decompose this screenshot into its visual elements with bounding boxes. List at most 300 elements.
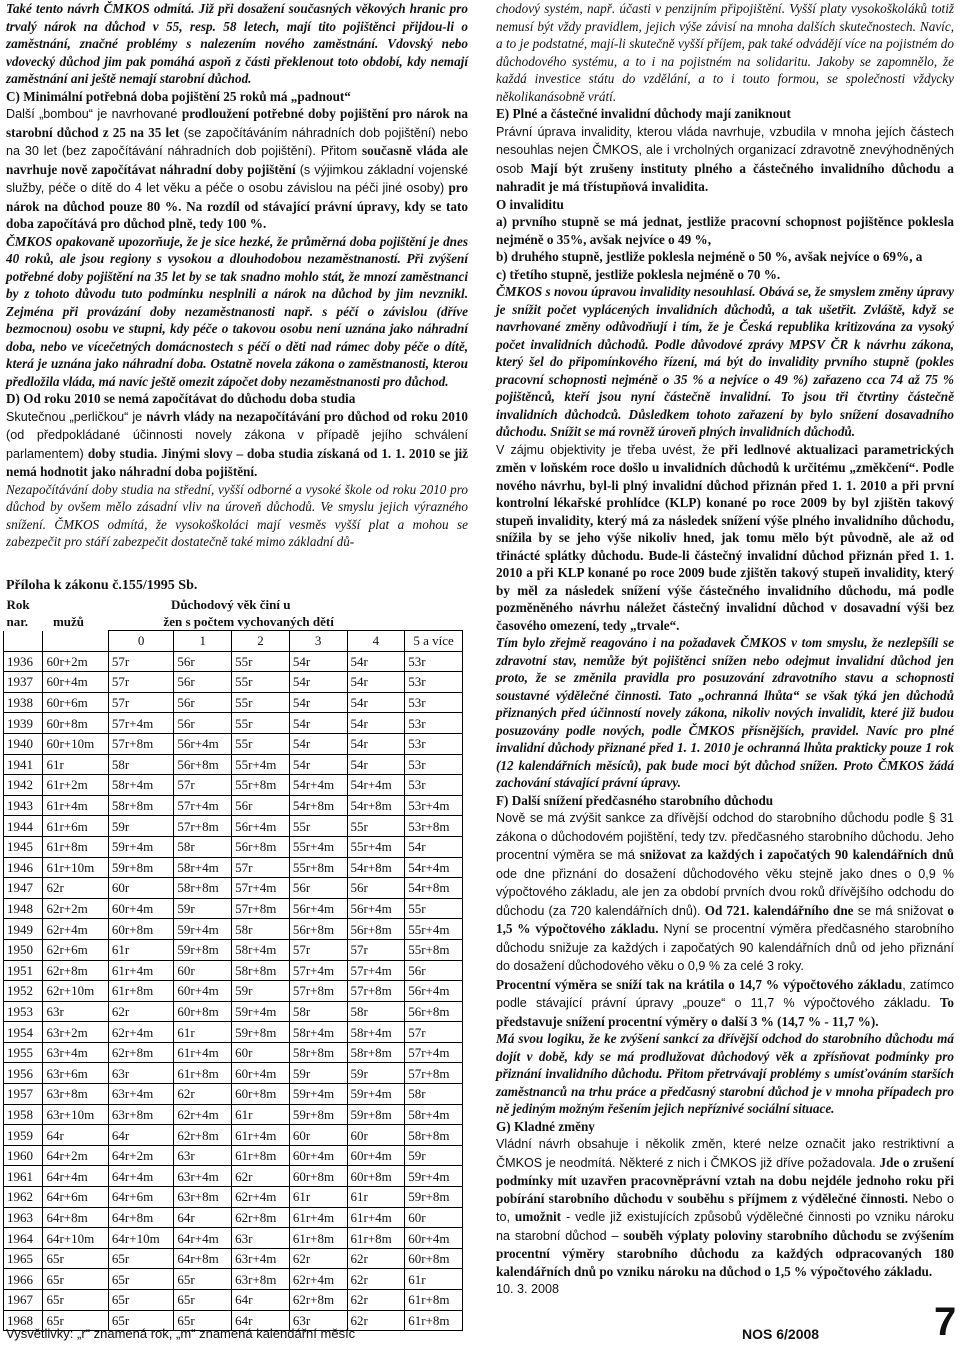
age-cell: 55r+8m: [232, 775, 290, 796]
age-cell: 59r+8m: [405, 1187, 463, 1208]
table-row: [4, 857, 463, 878]
age-cell: 61r+8m: [174, 1063, 232, 1084]
age-cell: 55r: [347, 816, 405, 837]
cmkos-invalidity-paragraph: ČMKOS s novou úpravou invalidity nesouhlasí. Obává se, že smyslem změny úpravy je snížit počet vyplácených invalidních důchodů, a tak ušetřit. Zvláště, když se navrhované změny odůvodňují i tím, že je Česká republika kritizována za vysoký počet invalidních důchodů. Podle důvodové zprávy MPSV ČR k návrhu zákona, který šel do připomínkového řízení, má být do invalidity prvního stupně (pokles pracovní schopnosti nejméně o 35 % a nejvíce o 49 %) zařazeno cca 74 až 75 % pojištěnců, kteří jsou nyní částečně invalidní. To jsou tři čtvrtiny částečně invalidních důchodců. Důsledkem tohoto zařazení by bylo snížení dosavadního důchodu. Snížit se má rovněž úroveň plných invalidních důchodů.: [496, 284, 954, 439]
age-cell: 59r+4m: [289, 1084, 347, 1105]
age-cell: 57r: [347, 939, 405, 960]
age-cell: 59r+8m: [108, 857, 173, 878]
age-cell: 56r+4m: [347, 898, 405, 919]
table-row: [4, 692, 463, 713]
section-d-heading: D) Od roku 2010 se nemá započítávat do důchodu doba studia: [6, 391, 356, 406]
age-cell: 57r+4m: [108, 713, 173, 734]
age-cell: 61r+8m: [289, 1228, 347, 1249]
age-cell: 57r+4m: [289, 960, 347, 981]
age-cell: 62r+8m: [174, 1125, 232, 1146]
age-cell: 61r+6m: [43, 816, 108, 837]
age-cell: 61r+8m: [405, 1290, 463, 1311]
birth-year-cell: 1954: [4, 1022, 43, 1043]
age-cell: 57r: [108, 672, 173, 693]
table-row: [4, 939, 463, 960]
table-row: [4, 775, 463, 796]
age-cell: 58r+8m: [289, 1042, 347, 1063]
age-cell: 63r+8m: [108, 1104, 173, 1125]
age-cell: 60r+8m: [405, 1248, 463, 1269]
age-cell: 53r+4m: [405, 795, 463, 816]
age-cell: 55r: [232, 651, 290, 672]
age-cell: 54r+8m: [405, 878, 463, 899]
table-row: [4, 1269, 463, 1290]
age-cell: 65r: [43, 1269, 108, 1290]
age-cell: 62r: [174, 1084, 232, 1105]
age-cell: 56r: [174, 651, 232, 672]
header-men: mužů: [52, 614, 84, 630]
age-cell: 58r+4m: [174, 857, 232, 878]
age-cell: 61r: [289, 1187, 347, 1208]
birth-year-cell: 1961: [4, 1166, 43, 1187]
birth-year-cell: 1959: [4, 1125, 43, 1146]
age-cell: 59r: [347, 1063, 405, 1084]
age-cell: 56r: [347, 878, 405, 899]
age-cell: 54r+4m: [289, 775, 347, 796]
age-cell: 62r: [347, 1290, 405, 1311]
age-cell: 57r+8m: [405, 1063, 463, 1084]
right-column: [496, 0, 954, 1299]
age-cell: 60r: [289, 1125, 347, 1146]
age-cell: 58r+8m: [405, 1125, 463, 1146]
birth-year-cell: 1956: [4, 1063, 43, 1084]
age-cell: 60r+4m: [108, 898, 173, 919]
age-cell: 56r+8m: [405, 1001, 463, 1022]
retirement-age-table: [3, 596, 463, 1331]
age-cell: 59r+8m: [289, 1104, 347, 1125]
age-cell: 65r: [174, 1269, 232, 1290]
age-cell: 54r: [289, 672, 347, 693]
age-cell: 65r: [174, 1310, 232, 1331]
age-cell: 63r+2m: [43, 1022, 108, 1043]
age-cell: 55r+8m: [289, 857, 347, 878]
age-cell: 61r+4m: [232, 1125, 290, 1146]
age-cell: 60r+10m: [43, 733, 108, 754]
section-e-heading: E) Plné a částečné invalidní důchody mají zaniknout: [496, 106, 791, 121]
age-cell: 60r+4m: [43, 672, 108, 693]
age-cell: 65r: [43, 1310, 108, 1331]
age-cell: 59r: [174, 898, 232, 919]
table-row: [4, 1145, 463, 1166]
age-cell: 58r+4m: [232, 939, 290, 960]
age-cell: 58r+4m: [108, 775, 173, 796]
table-row: [4, 1207, 463, 1228]
age-cell: 55r: [232, 713, 290, 734]
age-cell: 58r: [289, 1001, 347, 1022]
annex-title: Příloha k zákonu č.155/1995 Sb.: [6, 578, 198, 593]
age-cell: 55r: [232, 672, 290, 693]
age-cell: 63r+8m: [43, 1084, 108, 1105]
table-footnote: Vysvětlivky: „r“ znamená rok, „m“ znamená kalendářní měsíc: [6, 1326, 356, 1341]
age-cell: 60r: [405, 1207, 463, 1228]
age-cell: 55r+4m: [289, 836, 347, 857]
age-cell: 55r: [405, 898, 463, 919]
age-cell: 61r: [174, 1022, 232, 1043]
age-cell: 64r+8m: [108, 1207, 173, 1228]
age-cell: 63r+4m: [174, 1166, 232, 1187]
header-children-count: 3: [289, 631, 347, 652]
age-cell: 61r: [232, 1104, 290, 1125]
age-cell: 54r+4m: [405, 857, 463, 878]
birth-year-cell: 1963: [4, 1207, 43, 1228]
age-cell: 65r: [43, 1248, 108, 1269]
age-cell: 56r: [289, 878, 347, 899]
section-c-paragraph: Další „bombou“ je navrhované prodloužení potřebné doby pojištění pro nárok na starobní důchod z 25 na 35 let (se započítáváním náhradních dob pojištění) nebo na 30 let (bez započítávání náhradních dob pojištění). Přitom současně vláda ale navrhuje nově započítávat náhradní doby pojištění (s výjimkou základní vojenské služby, péče o dítě do 4 let věku a péče o osobu závislou na péči jiné osoby) pro nárok na důchod pouze 80 %. Na rozdíl od stávající právní úpravy, kdy se tato doba započítává pro důchod plně, tedy 100 %.: [6, 106, 468, 231]
cmkos-warning-paragraph: ČMKOS opakovaně upozorňuje, že je sice hezké, že průměrná doba pojištění je dnes 40 roků, ale jsou regiony s vysokou a dlouhodobou nezaměstnaností. Při zvýšení potřebné doby pojištění na 35 let by se tak snadno mohlo stát, že mnozí zaměstnanci by z tohoto důvodu tuto podmínku nesplnili a nárok na důchod by jim nevznikl. Zejména při provázání doby nezaměstnanosti např. s péčí o závislou (dříve bezmocnou) osobu ve stupni, kdy péče o takovou osobu není uznána jako náhradní doba, nebo ve vícečetných domácnostech s péčí o děti nad rámec doby péče o dítě, která je uznána jako náhradní doba. Ostatně novela zákona o zaměstnanosti, kterou předložila vláda, má navíc ještě omezit zápočet doby nezaměstnanosti pro důchod.: [6, 233, 468, 389]
age-cell: 61r+4m: [289, 1207, 347, 1228]
table-row: [4, 1022, 463, 1043]
age-cell: 64r: [43, 1125, 108, 1146]
age-cell: 64r+10m: [43, 1228, 108, 1249]
age-cell: 53r: [405, 733, 463, 754]
age-cell: 56r+8m: [174, 754, 232, 775]
age-cell: 63r+4m: [232, 1248, 290, 1269]
age-cell: 61r+8m: [43, 836, 108, 857]
invalidity-heading: O invaliditu: [496, 196, 564, 212]
age-cell: 60r+4m: [174, 981, 232, 1002]
birth-year-cell: 1960: [4, 1145, 43, 1166]
table-row: [4, 672, 463, 693]
left-column: [6, 0, 468, 551]
protection-period-paragraph: Tím bylo zřejmě reagováno i na požadavek ČMKOS v tom smyslu, že nezlepšíli se zdravotní stav, nemůže být pojištěnci snížen nebo odejmut invalidní důchod jen proto, že se změnila pravidla pro posuzování zdravotního stavu a schopnosti soustavné výdělečné činnosti. Tato „ochranná lhůta“ se však týká jen důchodů přiznaných před účinností novely zákona, nikoliv nových invalidit, které již budou posuzovány podle nových, podle ČMKOS přísnějších, pravidel. Navíc pro plné invalidní důchody přiznané před 1. 1. 2010 je ochranná lhůta prakticky pouze 1 rok (12 kalendářních měsíců), pak bude moci být důchod snížen. Proto ČMKOS žádá zachování stávající právní úpravy.: [496, 635, 954, 790]
age-cell: 58r+8m: [347, 1042, 405, 1063]
table-row: [4, 1166, 463, 1187]
issue-label: NOS 6/2008: [742, 1326, 820, 1342]
age-cell: 54r: [347, 733, 405, 754]
table-row: [4, 878, 463, 899]
age-cell: 56r+8m: [347, 919, 405, 940]
age-cell: 63r+4m: [108, 1084, 173, 1105]
age-cell: 62r: [108, 1001, 173, 1022]
section-d-paragraph: Skutečnou „perličkou“ je návrh vlády na nezapočítávání pro důchod od roku 2010 (od předpokládané účinnosti novely zákona v případě jejího schválení parlamentem) doby studia. Jinými slovy – doba studia získaná od 1. 1. 2010 se již nemá hodnotit jako náhradní doba pojištění.: [6, 408, 468, 479]
age-cell: 55r: [289, 816, 347, 837]
birth-year-cell: 1955: [4, 1042, 43, 1063]
age-cell: 57r: [232, 857, 290, 878]
age-cell: 57r+4m: [174, 795, 232, 816]
table-row: [4, 795, 463, 816]
age-cell: 54r: [289, 651, 347, 672]
age-cell: 63r+4m: [43, 1042, 108, 1063]
table-header-row: [4, 596, 463, 613]
header-year: Rok: [6, 597, 30, 612]
age-cell: 59r+4m: [405, 1166, 463, 1187]
age-cell: 62r+2m: [43, 898, 108, 919]
age-cell: 57r+8m: [232, 898, 290, 919]
age-cell: 60r+4m: [405, 1228, 463, 1249]
page-number: 7: [934, 1300, 957, 1344]
age-cell: 63r+8m: [174, 1187, 232, 1208]
age-cell: 53r: [405, 692, 463, 713]
age-cell: 57r: [289, 939, 347, 960]
birth-year-cell: 1948: [4, 898, 43, 919]
age-cell: 60r+4m: [289, 1145, 347, 1166]
age-cell: 63r: [174, 1145, 232, 1166]
age-cell: 59r: [289, 1063, 347, 1084]
age-cell: 57r: [405, 1022, 463, 1043]
age-cell: 60r+8m: [232, 1084, 290, 1105]
age-cell: 64r+6m: [108, 1187, 173, 1208]
age-cell: 60r: [232, 1042, 290, 1063]
birth-year-cell: 1949: [4, 919, 43, 940]
age-cell: 57r+4m: [405, 1042, 463, 1063]
table-row: [4, 1228, 463, 1249]
age-cell: 55r+4m: [232, 754, 290, 775]
birth-year-cell: 1958: [4, 1104, 43, 1125]
age-cell: 57r: [108, 651, 173, 672]
table-row: [4, 898, 463, 919]
age-cell: 64r: [108, 1125, 173, 1146]
age-cell: 54r: [347, 754, 405, 775]
header-children-count: 1: [174, 631, 232, 652]
age-cell: 62r: [232, 1166, 290, 1187]
age-cell: 64r+8m: [174, 1248, 232, 1269]
age-cell: 62r+4m: [289, 1269, 347, 1290]
age-cell: 56r+8m: [232, 836, 290, 857]
age-cell: 63r: [43, 1001, 108, 1022]
age-cell: 54r: [347, 692, 405, 713]
age-cell: 62r+10m: [43, 981, 108, 1002]
section-f-paragraph: Nově se má zvýšit sankce za dřívější odchod do starobního důchodu podle § 31 zákona o důchodovém pojištění, tedy tzv. předčasného starobního důchodu. Jeho procentní výměra se má snižovat za každých i započatých 90 kalendářních dnů ode dne přiznání do dosažení důchodového věku stejně jako dnes o 0,9 % výpočtového základu, ale jen za období prvních dvou roků dřívějšího odchodu do důchodu (za 720 kalendářních dnů). Od 721. kalendářního dne se má snižovat o 1,5 % výpočtového základu. Nyní se procentní výměra předčasného starobního důchodu snižuje za každých i započatých 90 kalendářních dnů od jeho přiznání do dosažení důchodového věku o 0,9 % za celé 3 roky.: [496, 811, 954, 973]
age-cell: 64r+6m: [43, 1187, 108, 1208]
age-cell: 63r+8m: [232, 1269, 290, 1290]
birth-year-cell: 1945: [4, 836, 43, 857]
age-cell: 54r: [347, 672, 405, 693]
section-g-paragraph: Vládní návrh obsahuje i několik změn, které nelze označit jako restriktivní a ČMKOS je neodmítá. Některé z nich i ČMKOS již dříve požadovala. Jde o zrušení podmínky mít uzavřen pracovněprávní vztah na dobu nejdéle jednoho roku při pobírání starobního důchodu v souběhu s příjmem z výdělečné činnosti. Nebo o to, umožnit - vedle již existujících způsobů výdělečné činnosti po vzniku nároku na starobní důchod – souběh výplaty poloviny starobního důchodu se zvýšením procentní výměry starobního důchodu za každých odpracovaných 180 kalendářních dnů po vzniku nároku na důchod o 1,5 % výpočtového základu.: [496, 1137, 955, 1279]
age-cell: 61r+8m: [405, 1310, 463, 1331]
age-cell: 62r+4m: [174, 1104, 232, 1125]
section-c-heading: C) Minimální potřebná doba pojištění 25 roků má „padnout“: [6, 88, 351, 104]
age-cell: 59r+4m: [232, 1001, 290, 1022]
age-cell: 61r+10m: [43, 857, 108, 878]
table-row: [4, 1104, 463, 1125]
age-cell: 61r+2m: [43, 775, 108, 796]
birth-year-cell: 1947: [4, 878, 43, 899]
age-cell: 56r+4m: [405, 981, 463, 1002]
section-f-heading: F) Další snížení předčasného starobního důchodu: [496, 792, 774, 808]
age-cell: 59r+8m: [232, 1022, 290, 1043]
age-cell: 54r: [289, 713, 347, 734]
age-cell: 57r: [174, 775, 232, 796]
age-cell: 65r: [43, 1290, 108, 1311]
age-cell: 61r+4m: [174, 1042, 232, 1063]
age-cell: 59r: [232, 981, 290, 1002]
age-cell: 60r+6m: [43, 692, 108, 713]
age-cell: 64r: [174, 1207, 232, 1228]
objectivity-paragraph: V zájmu objektivity je třeba uvést, že při ledlnové aktualizaci parametrických změn v loňském roce došlo u invalidních důchodů k určitému „změkčení“. Podle nového návrhu, byl-li plný invalidní důchod přiznán před 1. 1. 2010 a při první kontrolní lékařské prohlídce (KLP) konané po roce 2009 by byl zjištěn takový stupeň invalidity, který má za následek snížení výše plného invalidního důchodu, snížila by se jeho výše nikoliv hned, jak tomu mělo být původně, ale až od třinácté splátky důchodu. Bude-li částečný invalidní důchod přiznán před 1. 1. 2010 a při KLP konané po roce 2009 bude zjištěn takový stupeň invalidity, který by měl za následek snížení výše částečného invalidního důchodu, má podle pozměněného návrhu náležet částečný invalidní důchod v dosavadní výši bez časového omezení, tedy „trvale“.: [496, 441, 954, 633]
age-cell: 60r+8m: [108, 919, 173, 940]
invalidity-degree-3: c) třetího stupně, jestliže poklesla nejméně o 70 %.: [496, 266, 781, 282]
age-cell: 60r+8m: [43, 713, 108, 734]
age-cell: 57r+8m: [347, 981, 405, 1002]
age-cell: 60r: [108, 878, 173, 899]
age-cell: 58r+8m: [108, 795, 173, 816]
birth-year-cell: 1952: [4, 981, 43, 1002]
age-cell: 53r+8m: [405, 816, 463, 837]
age-cell: 60r: [174, 960, 232, 981]
age-cell: 64r+4m: [174, 1228, 232, 1249]
age-cell: 57r+8m: [108, 733, 173, 754]
age-cell: 63r: [108, 1063, 173, 1084]
birth-year-cell: 1967: [4, 1290, 43, 1311]
age-cell: 58r: [405, 1084, 463, 1105]
age-cell: 58r+8m: [174, 878, 232, 899]
header-children-count: 0: [108, 631, 173, 652]
age-cell: 57r+4m: [232, 878, 290, 899]
table-row: [4, 651, 463, 672]
birth-year-cell: 1942: [4, 775, 43, 796]
table-row: [4, 1290, 463, 1311]
table-row: [4, 836, 463, 857]
age-cell: 59r+8m: [347, 1104, 405, 1125]
logic-paragraph: Má svou logiku, že ke zvýšení sankcí za dřívější odchod do starobního důchodu má dojít v době, kdy se má prodlužovat důchodový věk a zpřísňovat podmínky pro přiznání invalidního důchodu. Přitom přetrvávají problémy s umísťováním starších zaměstnanců na trhu práce a předčasný starobní důchod je v mnoha případech pro ně jediným možným řešením jejich nepříznivé sociální situace.: [496, 1031, 954, 1116]
birth-year-cell: 1937: [4, 672, 43, 693]
age-cell: 65r: [108, 1269, 173, 1290]
age-cell: 60r+4m: [232, 1063, 290, 1084]
age-cell: 60r+8m: [174, 1001, 232, 1022]
table-row: [4, 1187, 463, 1208]
table-row: [4, 1063, 463, 1084]
age-cell: 60r: [347, 1125, 405, 1146]
age-cell: 54r: [347, 713, 405, 734]
age-cell: 60r+2m: [43, 651, 108, 672]
age-cell: 63r: [289, 1310, 347, 1331]
age-cell: 62r+8m: [43, 960, 108, 981]
age-cell: 65r: [108, 1310, 173, 1331]
age-cell: 55r+8m: [405, 939, 463, 960]
age-cell: 53r: [405, 672, 463, 693]
age-cell: 61r+4m: [43, 795, 108, 816]
age-cell: 62r+8m: [289, 1290, 347, 1311]
age-cell: 59r+8m: [174, 939, 232, 960]
table-row: [4, 713, 463, 734]
age-cell: 57r+4m: [347, 960, 405, 981]
age-cell: 62r: [289, 1248, 347, 1269]
age-cell: 59r+4m: [108, 836, 173, 857]
birth-year-cell: 1964: [4, 1228, 43, 1249]
age-cell: 55r: [232, 733, 290, 754]
age-cell: 55r: [232, 692, 290, 713]
birth-year-cell: 1953: [4, 1001, 43, 1022]
age-cell: 56r: [174, 692, 232, 713]
age-cell: 62r+4m: [43, 919, 108, 940]
birth-year-cell: 1965: [4, 1248, 43, 1269]
birth-year-cell: 1941: [4, 754, 43, 775]
age-cell: 56r: [232, 795, 290, 816]
age-cell: 61r: [108, 939, 173, 960]
age-cell: 59r+4m: [347, 1084, 405, 1105]
birth-year-cell: 1962: [4, 1187, 43, 1208]
article-date: 10. 3. 2008: [496, 1282, 560, 1296]
age-cell: 65r: [174, 1290, 232, 1311]
invalidity-degree-2: b) druhého stupně, jestliže poklesla nejméně o 50 %, avšak nejvíce o 69%, a: [496, 249, 923, 264]
age-cell: 55r+4m: [347, 836, 405, 857]
age-cell: 62r+6m: [43, 939, 108, 960]
age-cell: 63r: [232, 1228, 290, 1249]
age-cell: 54r+8m: [289, 795, 347, 816]
table-row: [4, 1042, 463, 1063]
age-cell: 57r+8m: [174, 816, 232, 837]
birth-year-cell: 1936: [4, 651, 43, 672]
age-cell: 62r: [43, 878, 108, 899]
age-cell: 61r+4m: [347, 1207, 405, 1228]
header-retirement-age: Důchodový věk činí u: [170, 597, 291, 612]
table-row: [4, 733, 463, 754]
age-cell: 62r+8m: [108, 1042, 173, 1063]
age-cell: 58r+4m: [347, 1022, 405, 1043]
age-cell: 54r+4m: [347, 775, 405, 796]
header-children-count: 5 a více: [405, 631, 463, 652]
age-cell: 56r+4m: [174, 733, 232, 754]
age-cell: 64r+4m: [108, 1166, 173, 1187]
age-cell: 56r: [174, 713, 232, 734]
age-cell: 61r+8m: [108, 981, 173, 1002]
age-cell: 64r: [232, 1310, 290, 1331]
age-cell: 62r: [347, 1269, 405, 1290]
age-cell: 53r: [405, 713, 463, 734]
age-cell: 59r: [108, 816, 173, 837]
birth-year-cell: 1938: [4, 692, 43, 713]
study-paragraph: Nezapočítávání doby studia na střední, vyšší odborné a vysoké škole od roku 2010 pro důchod by ovšem mělo zásadní vliv na úroveň důchodů. Ve smyslu jejich výrazného snížení. ČMKOS odmítá, že vysokoškoláci mají vesměs vyšší plat a mohou se zabezpečit pro stáří zabezpečit dostatečně také mimo základní dů-: [6, 481, 468, 549]
header-children-count: 2: [232, 631, 290, 652]
age-cell: 58r: [108, 754, 173, 775]
age-cell: 64r+4m: [43, 1166, 108, 1187]
age-cell: 64r+10m: [108, 1228, 173, 1249]
age-cell: 53r: [405, 651, 463, 672]
table-row: [4, 816, 463, 837]
age-cell: 64r: [232, 1290, 290, 1311]
birth-year-cell: 1951: [4, 960, 43, 981]
age-cell: 62r: [347, 1248, 405, 1269]
age-cell: 61r+8m: [347, 1228, 405, 1249]
birth-year-cell: 1946: [4, 857, 43, 878]
age-cell: 54r: [289, 733, 347, 754]
section-e-paragraph: Právní úprava invalidity, kterou vláda navrhuje, vzbudila v mnoha jejích částech nesouhlas nejen ČMKOS, ale i vrcholných organizací zdravotně znevýhodněných osob Mají být zrušeny instituty plného a částečného invalidního důchodu a nahradit je má třístupňová invalidita.: [496, 124, 954, 194]
age-cell: 56r: [405, 960, 463, 981]
age-cell: 53r: [405, 775, 463, 796]
age-cell: 55r+4m: [405, 919, 463, 940]
age-cell: 54r: [289, 754, 347, 775]
birth-year-cell: 1939: [4, 713, 43, 734]
age-cell: 58r+4m: [405, 1104, 463, 1125]
age-cell: 61r: [347, 1187, 405, 1208]
header-women: žen s počtem vychovaných dětí: [163, 614, 334, 629]
age-cell: 64r+8m: [43, 1207, 108, 1228]
age-cell: 65r: [108, 1290, 173, 1311]
age-cell: 56r+8m: [289, 919, 347, 940]
section-g-heading: G) Kladné změny: [496, 1118, 595, 1134]
birth-year-cell: 1940: [4, 733, 43, 754]
birth-year-cell: 1950: [4, 939, 43, 960]
age-cell: 58r: [174, 836, 232, 857]
age-cell: 54r: [405, 836, 463, 857]
age-cell: 54r+8m: [347, 795, 405, 816]
age-cell: 56r+4m: [232, 816, 290, 837]
age-cell: 61r: [405, 1269, 463, 1290]
age-cell: 62r+4m: [232, 1187, 290, 1208]
age-cell: 61r: [43, 754, 108, 775]
age-cell: 60r+8m: [289, 1166, 347, 1187]
birth-year-cell: 1943: [4, 795, 43, 816]
age-cell: 54r: [289, 692, 347, 713]
table-row: [4, 981, 463, 1002]
birth-year-cell: 1966: [4, 1269, 43, 1290]
age-cell: 58r: [347, 1001, 405, 1022]
header-born: nar.: [6, 614, 29, 630]
